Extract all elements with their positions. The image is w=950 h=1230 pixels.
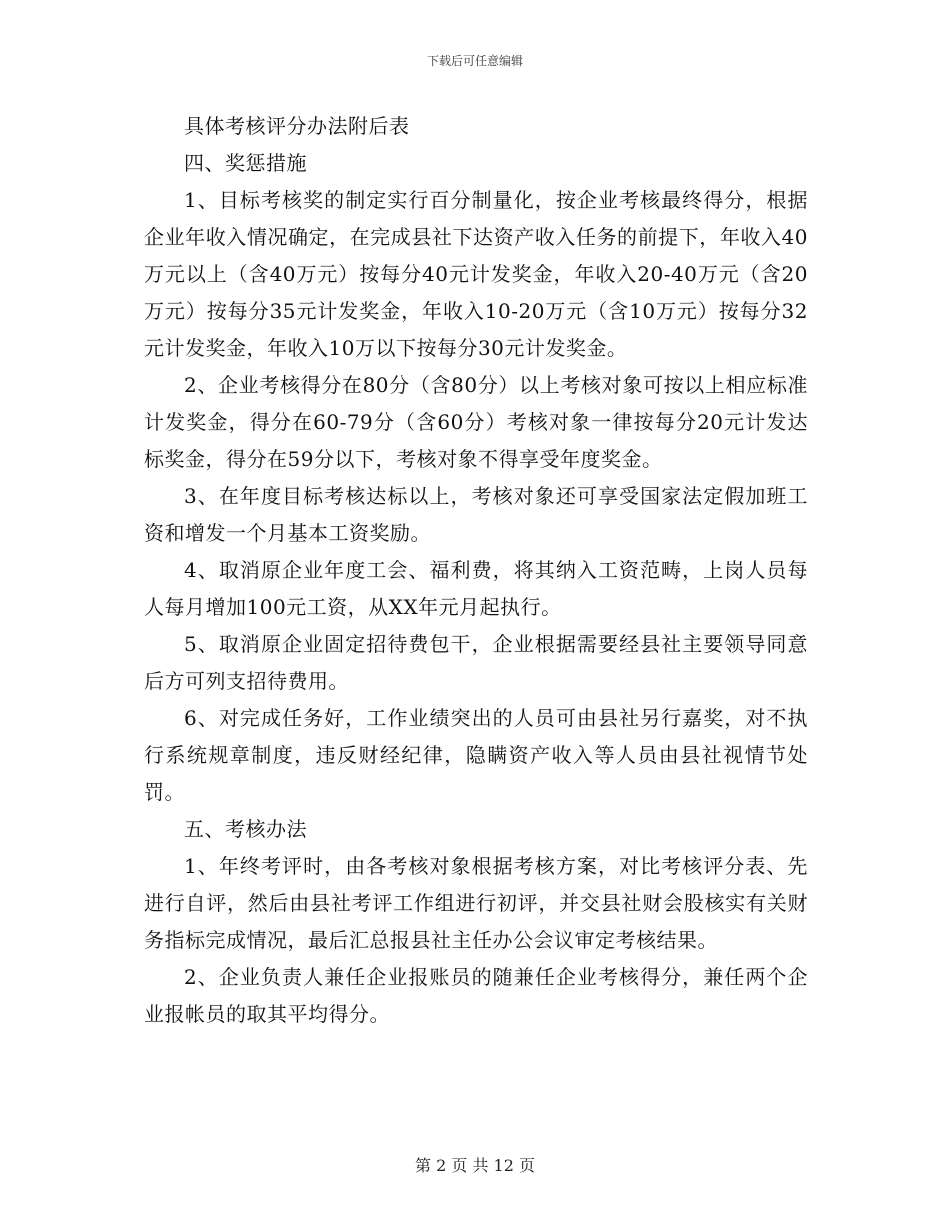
paragraph: 5、取消原企业固定招待费包干，企业根据需要经县社主要领导同意后方可列支招待费用。	[144, 632, 808, 693]
document-body	[144, 108, 808, 1033]
section-heading-assessment: 五、考核办法	[184, 817, 307, 841]
section-heading-rewards: 四、奖惩措施	[184, 151, 307, 175]
paragraph: 6、对完成任务好，工作业绩突出的人员可由县社另行嘉奖，对不执行系统规章制度，违反财经纪律，隐瞒资产收入等人员由县社视情节处罚。	[144, 706, 808, 804]
paragraph: 2、企业负责人兼任企业报账员的随兼任企业考核得分，兼任两个企业报帐员的取其平均得分。	[144, 965, 808, 1026]
paragraph: 2、企业考核得分在80分（含80分）以上考核对象可按以上相应标准计发奖金，得分在60-79分（含60分）考核对象一律按每分20元计发达标奖金，得分在59分以下，考核对象不得享受年度奖金。	[144, 373, 808, 471]
page-header: 下载后可任意编辑	[426, 54, 523, 68]
paragraph-attachment-note: 具体考核评分办法附后表	[184, 114, 410, 138]
paragraph: 1、目标考核奖的制定实行百分制量化，按企业考核最终得分，根据企业年收入情况确定，在完成县社下达资产收入任务的前提下，年收入40万元以上（含40万元）按每分40元计发奖金，年收入20-40万元（含20万元）按每分35元计发奖金，年收入10-20万元（含10万元）按每分32元计发奖金，年收入10万以下按每分30元计发奖金。	[144, 188, 808, 360]
paragraph: 4、取消原企业年度工会、福利费，将其纳入工资范畴，上岗人员每人每月增加100元工资，从XX年元月起执行。	[144, 558, 808, 619]
paragraph: 1、年终考评时，由各考核对象根据考核方案，对比考核评分表、先进行自评，然后由县社考评工作组进行初评，并交县社财会股核实有关财务指标完成情况，最后汇总报县社主任办公会议审定考核结果。	[144, 854, 808, 952]
paragraph: 3、在年度目标考核达标以上，考核对象还可享受国家法定假加班工资和增发一个月基本工资奖励。	[144, 484, 808, 545]
page-number-footer: 第 2 页 共 12 页	[415, 1156, 535, 1175]
